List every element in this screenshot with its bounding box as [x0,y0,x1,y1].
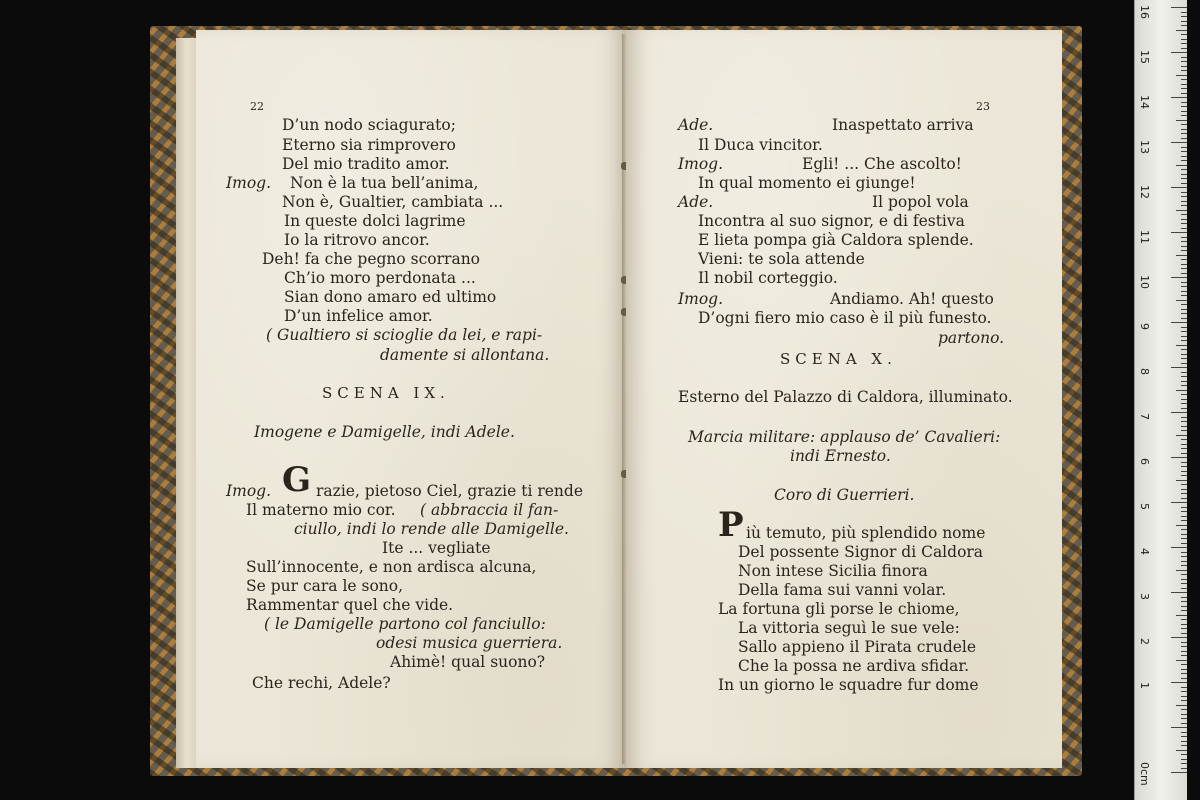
stage-direction: ( le Damigelle partono col fanciullo: [264,615,546,633]
ruler-tick [1171,97,1187,98]
ruler-tick [1181,291,1187,292]
ruler-tick [1171,142,1187,143]
ruler-tick [1181,196,1187,197]
ruler-tick [1181,462,1187,463]
ruler-tick [1181,228,1187,229]
text-line: Vieni: te sola attende [698,250,865,268]
speaker-label: Imog. [678,155,724,173]
ruler-tick [1171,727,1187,728]
drop-cap: P [718,505,744,545]
text-line: D’un nodo sciagurato; [282,116,456,134]
text-line: Ahimè! qual suono? [390,653,546,671]
verse-line: Non intese Sicilia finora [738,562,928,580]
ruler-tick [1181,133,1187,134]
ruler-tick [1171,457,1187,458]
ruler-tick [1181,723,1187,724]
stage-direction: ( abbraccia il fan- [420,501,559,519]
ruler-tick [1181,565,1187,566]
ruler-tick [1181,403,1187,404]
ruler-tick [1176,345,1187,346]
ruler-tick [1181,61,1187,62]
stage-direction: Marcia militare: applauso de’ Cavalieri: [688,428,1001,446]
ruler-tick [1181,394,1187,395]
ruler-tick [1181,678,1187,679]
ruler-tick [1171,547,1187,548]
ruler-tick [1181,205,1187,206]
ruler-tick [1181,156,1187,157]
ruler-tick [1181,381,1187,382]
ruler-tick [1181,700,1187,701]
text-line: Incontra al suo signor, e di festiva [698,212,965,230]
scene-heading: SCENA IX. [322,384,450,402]
ruler-number: 1 [1138,682,1151,689]
ruler-tick [1181,421,1187,422]
ruler-tick [1181,543,1187,544]
ruler-tick [1181,624,1187,625]
ruler-tick [1181,745,1187,746]
ruler-number: 2 [1138,638,1151,645]
drop-cap: G [282,460,312,500]
ruler-tick [1171,772,1187,773]
ruler-tick [1181,268,1187,269]
ruler-tick [1181,34,1187,35]
verse-line: Che la possa ne ardiva sfidar. [738,657,970,675]
ruler-tick [1181,669,1187,670]
text-line: Ch’io moro perdonata ... [284,269,476,287]
ruler-tick [1171,637,1187,638]
verse-line: Sallo appieno il Pirata crudele [738,638,977,656]
ruler-tick [1181,696,1187,697]
ruler-tick [1181,273,1187,274]
ruler-number: 11 [1138,230,1151,244]
ruler-tick [1181,241,1187,242]
ruler-tick [1181,718,1187,719]
ruler-tick [1181,714,1187,715]
left-page [196,30,626,768]
text-line: Rammentar quel che vide. [246,596,454,614]
ruler-tick [1181,687,1187,688]
text-line: In qual momento ei giunge! [698,174,916,192]
ruler-tick [1181,147,1187,148]
ruler-tick [1181,354,1187,355]
ruler-tick [1181,507,1187,508]
ruler-unit-label: 0cm [1138,762,1151,786]
ruler-tick [1181,201,1187,202]
ruler-tick [1181,178,1187,179]
text-line: Sull’innocente, e non ardisca alcuna, [246,558,537,576]
ruler-tick [1181,691,1187,692]
ruler-tick [1181,237,1187,238]
ruler-tick [1181,408,1187,409]
speaker-label: Imog. [226,482,272,500]
ruler-tick [1181,741,1187,742]
ruler-tick [1171,187,1187,188]
ruler-tick [1181,601,1187,602]
ruler-tick [1181,709,1187,710]
ruler-tick [1181,304,1187,305]
ruler-tick [1171,367,1187,368]
text-line: In queste dolci lagrime [284,212,466,230]
ruler-tick [1176,165,1187,166]
stage-direction: ciullo, indi lo rende alle Damigelle. [294,520,569,538]
ruler-tick [1181,340,1187,341]
ruler-number: 6 [1138,458,1151,465]
ruler-tick [1181,520,1187,521]
ruler-tick [1181,223,1187,224]
ruler-tick [1181,642,1187,643]
ruler-tick [1181,430,1187,431]
text-line: Sian dono amaro ed ultimo [284,288,497,306]
speaker-label: Ade. [678,193,714,211]
text-line: Il Duca vincitor. [698,136,823,154]
ruler-number: 12 [1138,185,1151,199]
ruler-tick [1181,372,1187,373]
ruler-tick [1181,633,1187,634]
verse-line: La vittoria seguì le sue vele: [738,619,960,637]
ruler-tick [1181,106,1187,107]
ruler-tick [1181,475,1187,476]
ruler-tick [1181,363,1187,364]
ruler-tick [1181,250,1187,251]
ruler-tick [1181,214,1187,215]
ruler-tick [1181,538,1187,539]
text-line: Se pur cara le sono, [246,577,404,595]
speaker-label: Imog. [226,174,272,192]
ruler-tick [1181,48,1187,49]
ruler-number: 16 [1138,5,1151,19]
ruler-tick [1181,597,1187,598]
stage-direction: ( Gualtiero si scioglie da lei, e rapi- [266,326,543,344]
ruler-tick [1181,295,1187,296]
ruler-tick [1181,16,1187,17]
ruler-tick [1171,502,1187,503]
ruler-tick [1176,120,1187,121]
ruler-tick [1181,561,1187,562]
ruler-tick [1176,30,1187,31]
ruler-tick [1176,525,1187,526]
ruler-tick [1181,318,1187,319]
ruler-tick [1181,768,1187,769]
ruler-tick [1181,439,1187,440]
text-line: razie, pietoso Ciel, grazie ti rende [316,482,583,500]
ruler-number: 10 [1138,275,1151,289]
ruler-tick [1181,556,1187,557]
text-line: Deh! fa che pegno scorrano [262,250,481,268]
ruler-tick [1181,349,1187,350]
verse-line: Del possente Signor di Caldora [738,543,984,561]
ruler-tick [1181,124,1187,125]
ruler-tick [1181,138,1187,139]
stage-direction: odesi musica guerriera. [376,634,563,652]
stage-direction: damente si allontana. [380,346,550,364]
ruler-tick [1181,286,1187,287]
text-line: Eterno sia rimprovero [282,136,456,154]
text-line: Egli! ... Che ascolto! [802,155,962,173]
ruler-tick [1176,660,1187,661]
ruler-tick [1181,552,1187,553]
verse-line: In un giorno le squadre fur dome [718,676,979,694]
ruler-tick [1176,615,1187,616]
ruler-tick [1181,219,1187,220]
ruler-tick [1171,412,1187,413]
ruler-tick [1181,736,1187,737]
ruler-tick [1181,489,1187,490]
ruler-tick [1181,264,1187,265]
ruler-tick [1176,210,1187,211]
text-line: Inaspettato arriva [832,116,974,134]
verse-line: Della fama sui vanni volar. [738,581,947,599]
ruler-tick [1181,466,1187,467]
ruler-tick [1181,169,1187,170]
ruler-tick [1181,21,1187,22]
ruler-tick [1176,300,1187,301]
ruler-tick [1181,43,1187,44]
text-line: D’un infelice amor. [284,307,433,325]
stage-direction: indi Ernesto. [790,447,891,465]
ruler-number: 9 [1138,323,1151,330]
ruler-tick [1181,183,1187,184]
ruler-tick [1181,66,1187,67]
ruler-tick [1181,493,1187,494]
ruler-tick [1171,322,1187,323]
ruler-tick [1181,376,1187,377]
ruler-tick [1171,7,1187,8]
text-line: Andiamo. Ah! questo [830,290,994,308]
ruler-tick [1181,588,1187,589]
ruler-number: 7 [1138,413,1151,420]
ruler-tick [1181,358,1187,359]
ruler-tick [1181,529,1187,530]
measuring-ruler [1134,0,1187,800]
ruler-number: 14 [1138,95,1151,109]
ruler-tick [1176,255,1187,256]
ruler-tick [1181,516,1187,517]
scene-characters: Imogene e Damigelle, indi Adele. [254,423,515,441]
text-line: D’ogni fiero mio caso è il più funesto. [698,309,992,327]
page-number: 22 [250,100,264,113]
ruler-tick [1176,390,1187,391]
ruler-tick [1181,313,1187,314]
ruler-tick [1181,628,1187,629]
ruler-tick [1181,399,1187,400]
ruler-tick [1181,93,1187,94]
speaker-label: Imog. [678,290,724,308]
ruler-tick [1181,763,1187,764]
ruler-tick [1181,610,1187,611]
ruler-tick [1181,448,1187,449]
page-number: 23 [976,100,990,113]
right-page [626,30,1062,768]
verse-line: iù temuto, più splendido nome [746,524,986,542]
text-line: Il popol vola [872,193,969,211]
text-line: Il materno mio cor. [246,501,396,519]
ruler-tick [1181,583,1187,584]
ruler-tick [1171,277,1187,278]
ruler-tick [1181,534,1187,535]
ruler-tick [1176,750,1187,751]
ruler-tick [1181,25,1187,26]
ruler-tick [1171,592,1187,593]
text-line: Che rechi, Adele? [252,674,391,692]
ruler-tick [1181,417,1187,418]
ruler-tick [1181,619,1187,620]
ruler-tick [1181,606,1187,607]
ruler-tick [1181,444,1187,445]
ruler-number: 5 [1138,503,1151,510]
ruler-tick [1181,12,1187,13]
ruler-tick [1176,705,1187,706]
ruler-tick [1181,759,1187,760]
ruler-tick [1181,336,1187,337]
ruler-tick [1181,115,1187,116]
ruler-tick [1181,309,1187,310]
ruler-tick [1181,484,1187,485]
ruler-tick [1181,673,1187,674]
scene-setting: Esterno del Palazzo di Caldora, illuminato. [678,388,1013,406]
verse-line: La fortuna gli porse le chiome, [718,600,960,618]
text-line: Del mio tradito amor. [282,155,450,173]
ruler-tick [1176,435,1187,436]
ruler-tick [1181,732,1187,733]
ruler-tick [1181,79,1187,80]
ruler-tick [1171,232,1187,233]
ruler-tick [1181,426,1187,427]
ruler-tick [1181,579,1187,580]
ruler-tick [1181,282,1187,283]
ruler-tick [1171,682,1187,683]
ruler-number: 13 [1138,140,1151,154]
ruler-tick [1181,111,1187,112]
text-line: Il nobil corteggio. [698,269,838,287]
ruler-tick [1181,39,1187,40]
ruler-tick [1181,574,1187,575]
ruler-tick [1176,480,1187,481]
ruler-tick [1181,511,1187,512]
ruler-tick [1181,259,1187,260]
ruler-tick [1181,655,1187,656]
ruler-tick [1181,664,1187,665]
speaker-label: Ade. [678,116,714,134]
ruler-tick [1181,471,1187,472]
ruler-tick [1181,327,1187,328]
ruler-tick [1181,88,1187,89]
ruler-tick [1181,160,1187,161]
ruler-tick [1176,570,1187,571]
ruler-tick [1181,102,1187,103]
ruler-tick [1181,151,1187,152]
ruler-tick [1181,754,1187,755]
ruler-tick [1181,385,1187,386]
text-line: Ite ... vegliate [382,539,491,557]
ruler-number: 8 [1138,368,1151,375]
ruler-tick [1181,453,1187,454]
ruler-tick [1181,498,1187,499]
text-line: Io la ritrovo ancor. [284,231,430,249]
ruler-tick [1181,646,1187,647]
chorus-heading: Coro di Guerrieri. [774,486,915,504]
ruler-tick [1181,129,1187,130]
text-line: Non è, Gualtier, cambiata ... [282,193,504,211]
ruler-tick [1176,75,1187,76]
ruler-tick [1171,52,1187,53]
ruler-tick [1181,651,1187,652]
ruler-tick [1181,246,1187,247]
ruler-tick [1181,192,1187,193]
stage-direction: partono. [938,329,1005,347]
ruler-number: 4 [1138,548,1151,555]
ruler-tick [1181,70,1187,71]
ruler-tick [1181,84,1187,85]
scene-heading: SCENA X. [780,350,897,368]
ruler-tick [1181,57,1187,58]
ruler-tick [1181,331,1187,332]
ruler-number: 15 [1138,50,1151,64]
ruler-tick [1181,174,1187,175]
text-line: E lieta pompa già Caldora splende. [698,231,974,249]
ruler-number: 3 [1138,593,1151,600]
text-line: Non è la tua bell’anima, [290,174,479,192]
